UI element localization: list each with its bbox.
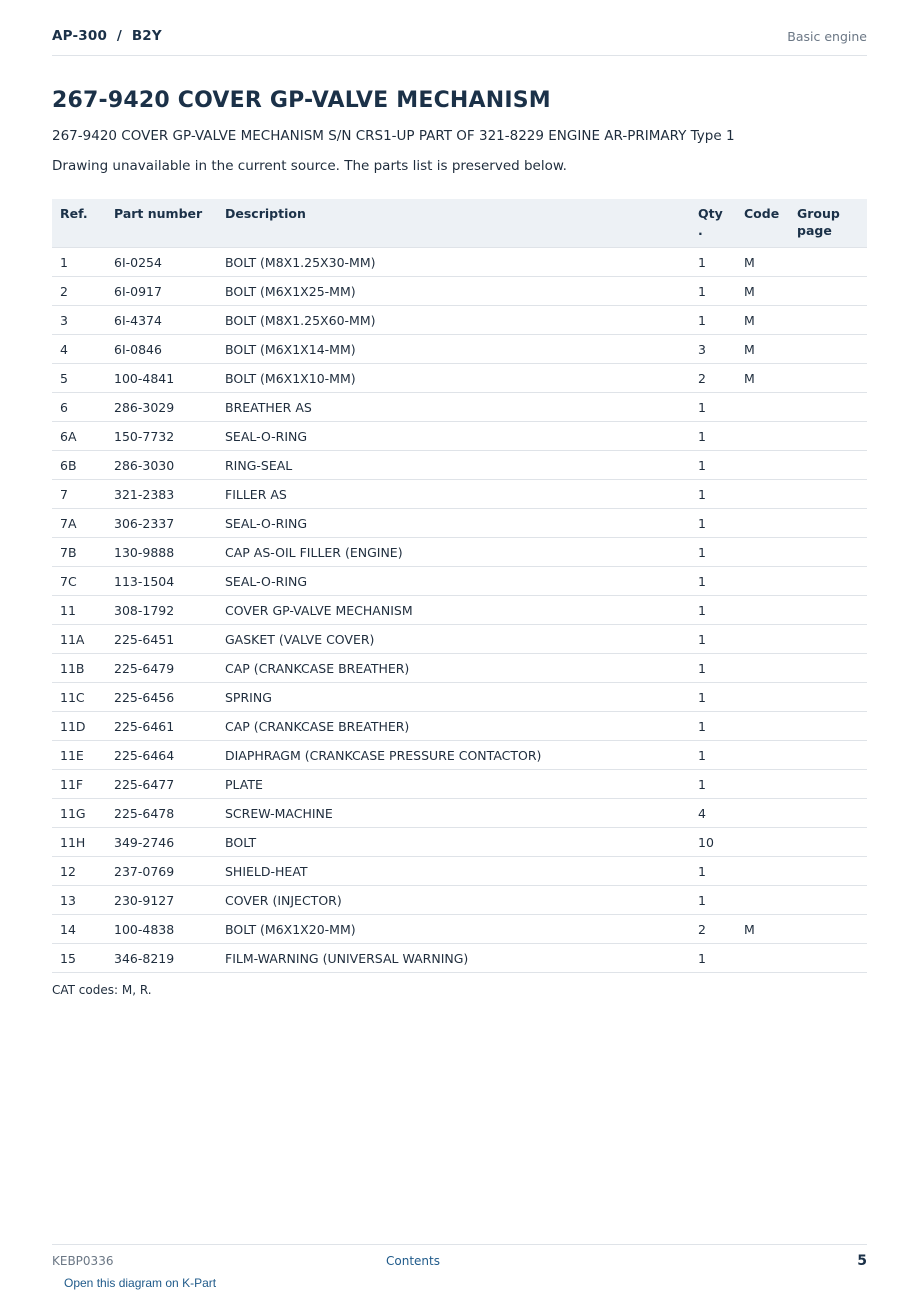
table-row	[52, 277, 867, 306]
cell-code	[736, 451, 789, 480]
table-row	[52, 741, 867, 770]
cell-code	[736, 683, 789, 712]
column-header-group-page	[789, 199, 867, 248]
cell-group-page	[789, 712, 867, 741]
cell-description: DIAPHRAGM (CRANKCASE PRESSURE CONTACTOR)	[217, 741, 690, 770]
table-row	[52, 683, 867, 712]
cell-part-number: 225-6456	[106, 683, 217, 712]
cell-group-page	[789, 944, 867, 973]
cell-ref: 7B	[52, 538, 106, 567]
cell-group-page	[789, 277, 867, 306]
section-name: Basic engine	[787, 29, 867, 44]
cell-code	[736, 654, 789, 683]
cell-part-number: 113-1504	[106, 567, 217, 596]
contents-link[interactable]: Contents	[386, 1254, 440, 1268]
column-header-description: Description	[217, 199, 690, 248]
cell-description: GASKET (VALVE COVER)	[217, 625, 690, 654]
table-row	[52, 364, 867, 393]
table-row	[52, 654, 867, 683]
cell-code: M	[736, 248, 789, 277]
table-row	[52, 712, 867, 741]
cell-part-number: 6I-0846	[106, 335, 217, 364]
cell-part-number: 321-2383	[106, 480, 217, 509]
cell-part-number: 100-4838	[106, 915, 217, 944]
open-on-kpart-link[interactable]: Open this diagram on K-Part	[64, 1276, 217, 1290]
cell-qty: 10	[690, 828, 736, 857]
cell-code	[736, 770, 789, 799]
column-header-code: Code	[736, 199, 789, 248]
cell-group-page	[789, 596, 867, 625]
cell-qty: 1	[690, 248, 736, 277]
cell-description: COVER GP-VALVE MECHANISM	[217, 596, 690, 625]
document-id: KEBP0336	[52, 1254, 114, 1268]
cell-group-page	[789, 335, 867, 364]
page-title: 267-9420 COVER GP-VALVE MECHANISM	[52, 88, 551, 113]
cell-code: M	[736, 306, 789, 335]
cell-part-number: 225-6464	[106, 741, 217, 770]
cell-description: PLATE	[217, 770, 690, 799]
parts-table-body	[52, 248, 867, 973]
cell-code	[736, 422, 789, 451]
column-header-part-number: Part number	[106, 199, 217, 248]
column-header-qty-line2: .	[698, 223, 703, 238]
cell-part-number: 306-2337	[106, 509, 217, 538]
cell-description: BOLT (M6X1X14-MM)	[217, 335, 690, 364]
cell-qty: 1	[690, 277, 736, 306]
cell-ref: 11F	[52, 770, 106, 799]
cell-code: M	[736, 277, 789, 306]
cell-qty: 1	[690, 944, 736, 973]
cell-ref: 6A	[52, 422, 106, 451]
cell-ref: 7	[52, 480, 106, 509]
cell-ref: 3	[52, 306, 106, 335]
cell-code: M	[736, 915, 789, 944]
cell-qty: 1	[690, 422, 736, 451]
cell-description: BOLT (M8X1.25X30-MM)	[217, 248, 690, 277]
cell-part-number: 237-0769	[106, 857, 217, 886]
table-row	[52, 799, 867, 828]
cell-code	[736, 799, 789, 828]
cell-description: BOLT (M6X1X20-MM)	[217, 915, 690, 944]
table-row	[52, 422, 867, 451]
cell-group-page	[789, 625, 867, 654]
cell-code	[736, 944, 789, 973]
parts-table	[52, 199, 867, 973]
table-header-row	[52, 199, 867, 248]
cell-description: BOLT (M6X1X25-MM)	[217, 277, 690, 306]
table-row	[52, 857, 867, 886]
cell-qty: 1	[690, 741, 736, 770]
cell-part-number: 6I-4374	[106, 306, 217, 335]
cell-qty: 1	[690, 712, 736, 741]
drawing-note: Drawing unavailable in the current source. The parts list is preserved below.	[52, 158, 567, 174]
cell-qty: 1	[690, 538, 736, 567]
table-row	[52, 567, 867, 596]
model-breadcrumb: AP-300 / B2Y	[52, 28, 162, 44]
cell-part-number: 308-1792	[106, 596, 217, 625]
cell-part-number: 6I-0917	[106, 277, 217, 306]
cell-qty: 1	[690, 567, 736, 596]
cell-ref: 11B	[52, 654, 106, 683]
table-row	[52, 886, 867, 915]
column-header-qty	[690, 199, 736, 248]
cell-description: RING-SEAL	[217, 451, 690, 480]
cell-ref: 11A	[52, 625, 106, 654]
cell-group-page	[789, 451, 867, 480]
cell-ref: 4	[52, 335, 106, 364]
cell-qty: 1	[690, 509, 736, 538]
cell-part-number: 225-6451	[106, 625, 217, 654]
cell-code	[736, 712, 789, 741]
table-row	[52, 509, 867, 538]
table-row	[52, 770, 867, 799]
cell-code	[736, 886, 789, 915]
cell-ref: 6B	[52, 451, 106, 480]
cell-description: BOLT	[217, 828, 690, 857]
cell-group-page	[789, 741, 867, 770]
cell-group-page	[789, 248, 867, 277]
cell-qty: 4	[690, 799, 736, 828]
page-footer	[52, 1244, 867, 1275]
cell-part-number: 286-3029	[106, 393, 217, 422]
table-row	[52, 306, 867, 335]
cell-description: FILLER AS	[217, 480, 690, 509]
cell-qty: 1	[690, 625, 736, 654]
cell-group-page	[789, 799, 867, 828]
cell-description: CAP AS-OIL FILLER (ENGINE)	[217, 538, 690, 567]
cell-part-number: 286-3030	[106, 451, 217, 480]
cell-description: SEAL-O-RING	[217, 509, 690, 538]
cell-part-number: 130-9888	[106, 538, 217, 567]
cell-part-number: 100-4841	[106, 364, 217, 393]
cell-qty: 1	[690, 306, 736, 335]
table-row	[52, 596, 867, 625]
column-header-group-line1: Group	[797, 206, 840, 221]
cell-qty: 1	[690, 480, 736, 509]
table-row	[52, 248, 867, 277]
cell-group-page	[789, 364, 867, 393]
cell-description: SCREW-MACHINE	[217, 799, 690, 828]
cell-part-number: 349-2746	[106, 828, 217, 857]
cell-group-page	[789, 306, 867, 335]
cell-code	[736, 596, 789, 625]
cell-qty: 2	[690, 915, 736, 944]
cell-ref: 1	[52, 248, 106, 277]
cell-group-page	[789, 509, 867, 538]
cell-group-page	[789, 886, 867, 915]
cell-qty: 1	[690, 596, 736, 625]
cell-group-page	[789, 857, 867, 886]
cell-description: SEAL-O-RING	[217, 422, 690, 451]
cell-group-page	[789, 915, 867, 944]
column-header-ref: Ref.	[52, 199, 106, 248]
cell-qty: 1	[690, 654, 736, 683]
cell-description: SHIELD-HEAT	[217, 857, 690, 886]
cell-qty: 1	[690, 451, 736, 480]
cell-group-page	[789, 393, 867, 422]
cell-ref: 2	[52, 277, 106, 306]
table-row	[52, 480, 867, 509]
cell-description: BOLT (M6X1X10-MM)	[217, 364, 690, 393]
table-row	[52, 335, 867, 364]
cell-code: M	[736, 335, 789, 364]
table-row	[52, 828, 867, 857]
cell-code	[736, 393, 789, 422]
cell-part-number: 225-6477	[106, 770, 217, 799]
cell-ref: 7A	[52, 509, 106, 538]
cell-group-page	[789, 567, 867, 596]
cell-code	[736, 567, 789, 596]
page-header	[52, 28, 867, 56]
cell-description: CAP (CRANKCASE BREATHER)	[217, 712, 690, 741]
cell-ref: 13	[52, 886, 106, 915]
cell-ref: 11G	[52, 799, 106, 828]
cell-ref: 7C	[52, 567, 106, 596]
cell-description: SPRING	[217, 683, 690, 712]
cat-codes-note: CAT codes: M, R.	[52, 983, 152, 997]
cell-group-page	[789, 770, 867, 799]
cell-description: FILM-WARNING (UNIVERSAL WARNING)	[217, 944, 690, 973]
cell-group-page	[789, 422, 867, 451]
cell-ref: 5	[52, 364, 106, 393]
table-row	[52, 915, 867, 944]
cell-ref: 14	[52, 915, 106, 944]
cell-qty: 2	[690, 364, 736, 393]
cell-code	[736, 741, 789, 770]
table-row	[52, 538, 867, 567]
cell-group-page	[789, 828, 867, 857]
cell-qty: 1	[690, 683, 736, 712]
cell-code	[736, 509, 789, 538]
cell-code	[736, 625, 789, 654]
column-header-group-line2: page	[797, 223, 832, 238]
cell-code	[736, 480, 789, 509]
cell-qty: 1	[690, 886, 736, 915]
cell-description: SEAL-O-RING	[217, 567, 690, 596]
table-row	[52, 944, 867, 973]
column-header-qty-line1: Qty	[698, 206, 723, 221]
cell-code	[736, 538, 789, 567]
cell-ref: 11C	[52, 683, 106, 712]
cell-description: BREATHER AS	[217, 393, 690, 422]
cell-ref: 6	[52, 393, 106, 422]
page-subtitle: 267-9420 COVER GP-VALVE MECHANISM S/N CRS1-UP PART OF 321-8229 ENGINE AR-PRIMARY Type 1	[52, 128, 735, 144]
cell-part-number: 225-6479	[106, 654, 217, 683]
table-row	[52, 393, 867, 422]
cell-code: M	[736, 364, 789, 393]
cell-ref: 11D	[52, 712, 106, 741]
cell-group-page	[789, 683, 867, 712]
cell-part-number: 6I-0254	[106, 248, 217, 277]
cell-group-page	[789, 538, 867, 567]
cell-description: CAP (CRANKCASE BREATHER)	[217, 654, 690, 683]
cell-qty: 1	[690, 393, 736, 422]
cell-part-number: 346-8219	[106, 944, 217, 973]
cell-part-number: 225-6461	[106, 712, 217, 741]
cell-ref: 15	[52, 944, 106, 973]
cell-part-number: 150-7732	[106, 422, 217, 451]
cell-ref: 11E	[52, 741, 106, 770]
cell-qty: 1	[690, 857, 736, 886]
cell-part-number: 230-9127	[106, 886, 217, 915]
cell-ref: 11	[52, 596, 106, 625]
page-number: 5	[857, 1253, 867, 1269]
cell-description: COVER (INJECTOR)	[217, 886, 690, 915]
cell-ref: 11H	[52, 828, 106, 857]
cell-group-page	[789, 480, 867, 509]
cell-ref: 12	[52, 857, 106, 886]
cell-qty: 1	[690, 770, 736, 799]
cell-description: BOLT (M8X1.25X60-MM)	[217, 306, 690, 335]
cell-code	[736, 857, 789, 886]
cell-group-page	[789, 654, 867, 683]
table-row	[52, 625, 867, 654]
cell-part-number: 225-6478	[106, 799, 217, 828]
cell-qty: 3	[690, 335, 736, 364]
table-row	[52, 451, 867, 480]
cell-code	[736, 828, 789, 857]
